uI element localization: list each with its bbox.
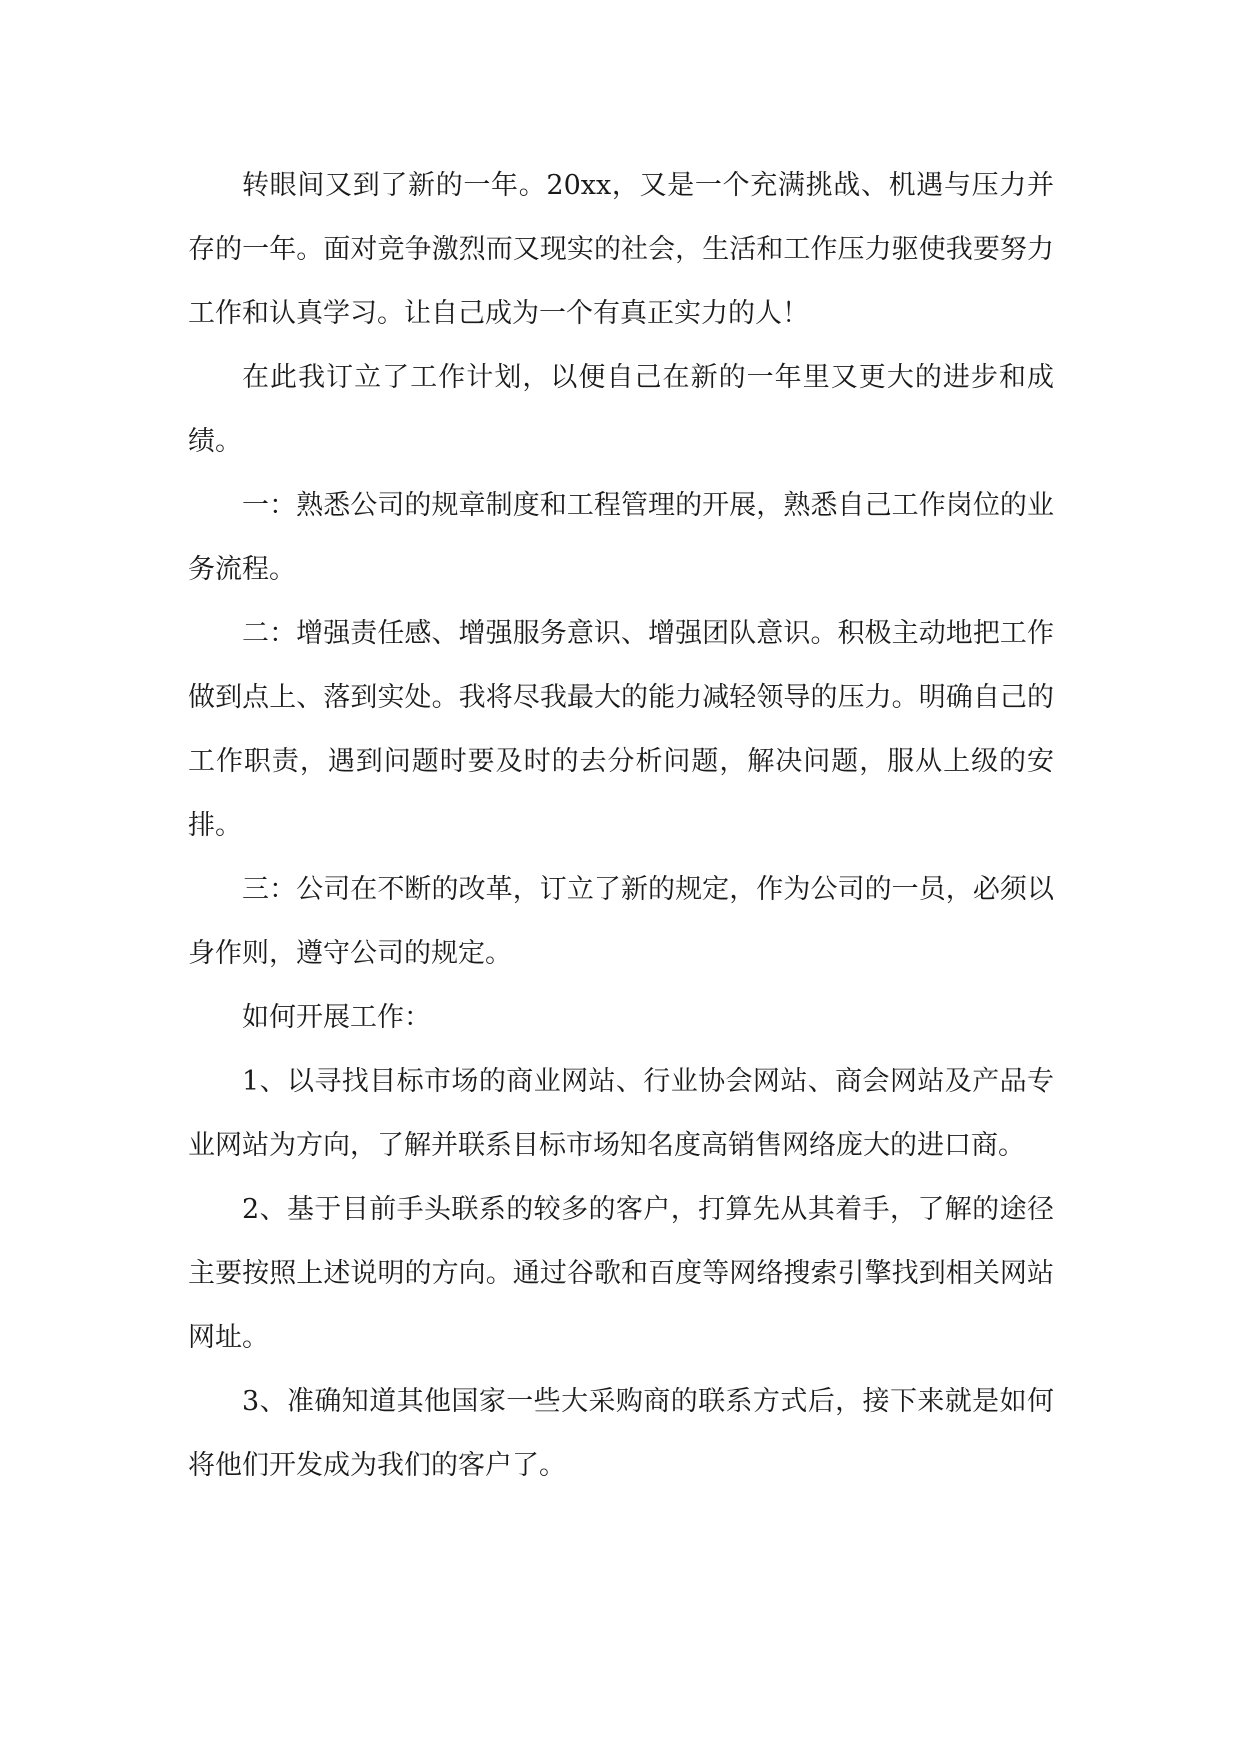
section-heading-how-to-work: 如何开展工作： <box>242 1002 431 1033</box>
paragraph-item-two: 二：增强责任感、增强服务意识、增强团队意识。积极主动地把工作做到点上、落到实处。我将尽我最大的能力减轻领导的压力。明确自己的工作职责，遇到问题时要及时的去分析问题，解决问题，服从上级的安排。 <box>188 618 1054 841</box>
paragraph-item-three: 三：公司在不断的改革，订立了新的规定，作为公司的一员，必须以身作则，遵守公司的规定。 <box>188 874 1054 969</box>
document-body <box>188 154 1054 1498</box>
paragraph-intro: 转眼间又到了新的一年。20xx，又是一个充满挑战、机遇与压力并存的一年。面对竞争激烈而又现实的社会，生活和工作压力驱使我要努力工作和认真学习。让自己成为一个有真正实力的人！ <box>188 170 1054 329</box>
paragraph-plan: 在此我订立了工作计划，以便自己在新的一年里又更大的进步和成绩。 <box>188 362 1054 457</box>
list-item-1: 1、以寻找目标市场的商业网站、行业协会网站、商会网站及产品专业网站为方向，了解并联系目标市场知名度高销售网络庞大的进口商。 <box>188 1066 1054 1161</box>
list-item-3: 3、准确知道其他国家一些大采购商的联系方式后，接下来就是如何将他们开发成为我们的客户了。 <box>188 1386 1054 1481</box>
paragraph-item-one: 一：熟悉公司的规章制度和工程管理的开展，熟悉自己工作岗位的业务流程。 <box>188 490 1054 585</box>
list-item-2: 2、基于目前手头联系的较多的客户，打算先从其着手，了解的途径主要按照上述说明的方向。通过谷歌和百度等网络搜索引擎找到相关网站网址。 <box>188 1194 1054 1353</box>
